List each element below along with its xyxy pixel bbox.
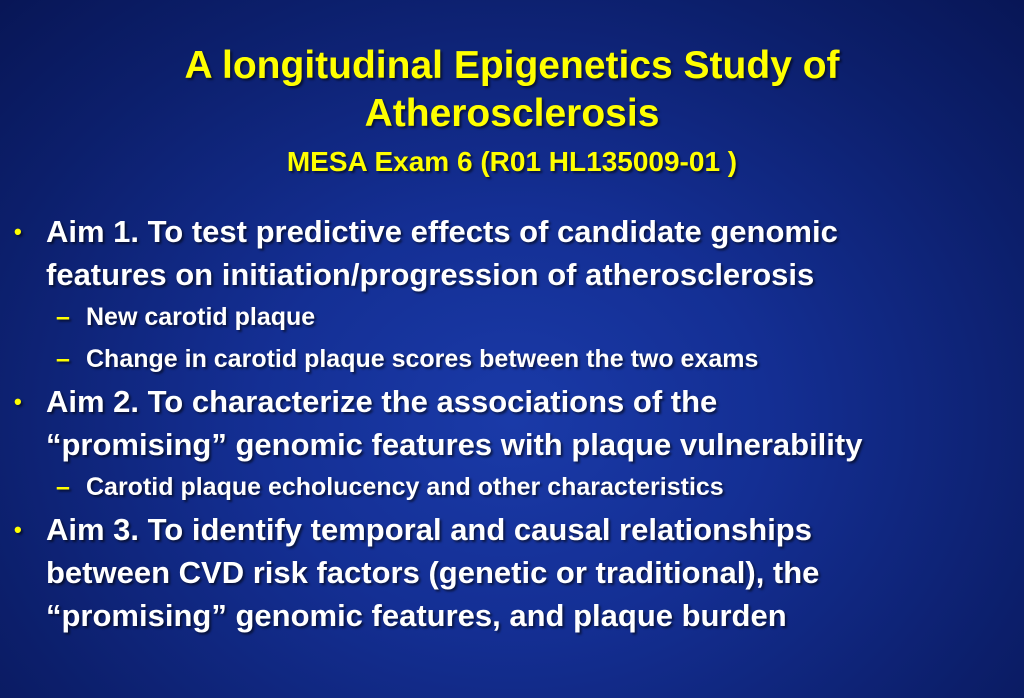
aim-1-line-2: features on initiation/progression of atherosclerosis — [46, 257, 815, 292]
dash-icon: – — [56, 303, 70, 331]
aim-1-item — [12, 210, 1012, 296]
bullet-icon: • — [14, 389, 22, 414]
dash-icon: – — [56, 473, 70, 501]
bullet-icon: • — [14, 219, 22, 244]
aim-3-line-1: Aim 3. To identify temporal and causal relationships — [46, 512, 812, 547]
slide-title-line-2: Atherosclerosis — [364, 92, 660, 135]
aim-1-sub-1-text: New carotid plaque — [86, 303, 316, 331]
aim-2-sub-1 — [12, 466, 1012, 508]
slide-title-block — [0, 42, 1024, 180]
aim-2-sub-1-text: Carotid plaque echolucency and other characteristics — [86, 473, 724, 501]
bullet-icon: • — [14, 517, 22, 542]
aim-3-line-3: “promising” genomic features, and plaque burden — [46, 598, 787, 633]
aim-3-item — [12, 508, 1012, 637]
aim-2-line-1: Aim 2. To characterize the associations of the — [46, 384, 718, 419]
dash-icon: – — [56, 345, 70, 373]
aim-1-sub-2-text: Change in carotid plaque scores between the two exams — [86, 345, 759, 373]
aim-3-line-2: between CVD risk factors (genetic or traditional), the — [46, 555, 820, 590]
aim-1-line-1: Aim 1. To test predictive effects of candidate genomic — [46, 214, 838, 249]
aims-list — [12, 210, 1012, 637]
aim-2-line-2: “promising” genomic features with plaque vulnerability — [46, 427, 863, 462]
aim-1-sub-2 — [12, 338, 1012, 380]
slide-subtitle: MESA Exam 6 (R01 HL135009-01 ) — [286, 146, 738, 177]
slide-title-line-1: A longitudinal Epigenetics Study of — [184, 44, 840, 87]
aim-2-item — [12, 380, 1012, 466]
aim-1-sub-1 — [12, 296, 1012, 338]
